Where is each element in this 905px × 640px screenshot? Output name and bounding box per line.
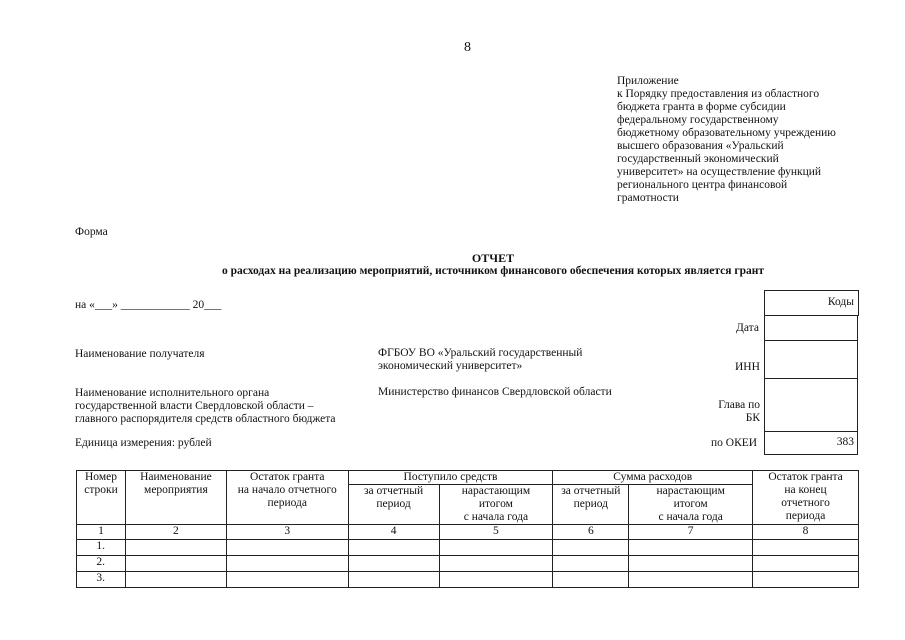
- appendix-line: федеральному государственному: [617, 114, 779, 126]
- glava-bk-label-line: БК: [745, 412, 760, 424]
- recipient-value: [378, 347, 582, 373]
- table-cell: [125, 572, 226, 588]
- subheader-expenses-cumulative: нарастающим итогом с начала года: [629, 485, 753, 525]
- table-cell: [439, 540, 553, 556]
- table-cell: [125, 540, 226, 556]
- header-received: Поступило средств: [348, 471, 553, 485]
- column-number: 2: [125, 525, 226, 540]
- table-row: [77, 556, 859, 572]
- table-cell: [226, 572, 348, 588]
- table-cell: [348, 540, 439, 556]
- column-number: 8: [753, 525, 859, 540]
- codes-box: [764, 290, 858, 454]
- okei-label: по ОКЕИ: [711, 437, 758, 449]
- recipient-value-line: ФГБОУ ВО «Уральский государственный: [378, 347, 583, 359]
- row-number: 2.: [77, 556, 126, 572]
- unit-label: Единица измерения: рублей: [75, 437, 212, 449]
- glava-bk-label-line: Глава по: [718, 399, 760, 411]
- table-cell: [553, 556, 629, 572]
- column-number: 3: [226, 525, 348, 540]
- column-number: 4: [348, 525, 439, 540]
- table-cell: [348, 572, 439, 588]
- header-event-name: Наименование мероприятия: [125, 471, 226, 525]
- table-row: [77, 540, 859, 556]
- header-expenses: Сумма расходов: [553, 471, 753, 485]
- appendix-line: регионального центра финансовой: [617, 179, 788, 191]
- glava-bk-label: [718, 399, 760, 425]
- table-cell: [629, 556, 753, 572]
- codes-header: Коды: [827, 296, 854, 308]
- appendix-line: университет» на осуществление функций: [617, 166, 822, 178]
- report-subtitle: о расходах на реализацию мероприятий, источником финансового обеспечения которых является грант: [221, 265, 765, 277]
- table-cell: [226, 556, 348, 572]
- okei-value: 383: [836, 436, 854, 448]
- code-cell-inn: [764, 340, 858, 379]
- table-cell: [125, 556, 226, 572]
- table-row: [77, 572, 859, 588]
- appendix-line: Приложение: [617, 75, 679, 87]
- row-number: 1.: [77, 540, 126, 556]
- table-cell: [226, 540, 348, 556]
- subheader-received-period: за отчетный период: [348, 485, 439, 525]
- report-table: [76, 470, 859, 588]
- executive-body-label-line: главного распорядителя средств областного бюджета: [75, 413, 336, 425]
- form-label: Форма: [75, 226, 108, 238]
- column-number: 5: [439, 525, 553, 540]
- recipient-value-line: экономический университет»: [378, 360, 523, 372]
- table-cell: [553, 540, 629, 556]
- executive-body-label-line: Наименование исполнительного органа: [75, 387, 270, 399]
- table-cell: [629, 540, 753, 556]
- report-title: ОТЧЕТ: [471, 251, 515, 265]
- recipient-label: Наименование получателя: [75, 348, 205, 360]
- table-cell: [439, 572, 553, 588]
- subheader-received-cumulative: нарастающим итогом с начала года: [439, 485, 553, 525]
- appendix-line: к Порядку предоставления из областного: [617, 88, 820, 100]
- executive-body-value: Министерство финансов Свердловской области: [378, 386, 612, 398]
- table-cell: [753, 540, 859, 556]
- header-row-number: Номер строки: [77, 471, 126, 525]
- appendix-note: [617, 75, 867, 205]
- column-number: 7: [629, 525, 753, 540]
- appendix-line: высшего образования «Уральский: [617, 140, 784, 152]
- inn-label: ИНН: [735, 361, 760, 373]
- code-cell-date: [764, 315, 858, 341]
- appendix-line: бюджета гранта в форме субсидии: [617, 101, 786, 113]
- table-cell: [753, 572, 859, 588]
- column-number-row: [77, 525, 859, 540]
- table-cell: [439, 556, 553, 572]
- table-header-row: [77, 471, 859, 485]
- date-label: Дата: [736, 322, 759, 334]
- row-number: 3.: [77, 572, 126, 588]
- appendix-line: государственный экономический: [617, 153, 779, 165]
- column-number: 1: [77, 525, 126, 540]
- column-number: 6: [553, 525, 629, 540]
- header-end-balance: Остаток гранта на конец отчетного периода: [753, 471, 859, 525]
- appendix-line: грамотности: [617, 192, 679, 204]
- table-cell: [553, 572, 629, 588]
- appendix-line: бюджетному образовательному учреждению: [617, 127, 836, 139]
- subheader-expenses-period: за отчетный период: [553, 485, 629, 525]
- report-date-line: на «___» ____________ 20___: [75, 299, 222, 311]
- table-cell: [753, 556, 859, 572]
- code-cell-glava: [764, 378, 858, 432]
- table-cell: [629, 572, 753, 588]
- header-start-balance: Остаток гранта на начало отчетного периода: [226, 471, 348, 525]
- table-cell: [348, 556, 439, 572]
- executive-body-label-line: государственной власти Свердловской области –: [75, 400, 314, 412]
- executive-body-label: [75, 387, 336, 426]
- page-number: 8: [464, 40, 471, 55]
